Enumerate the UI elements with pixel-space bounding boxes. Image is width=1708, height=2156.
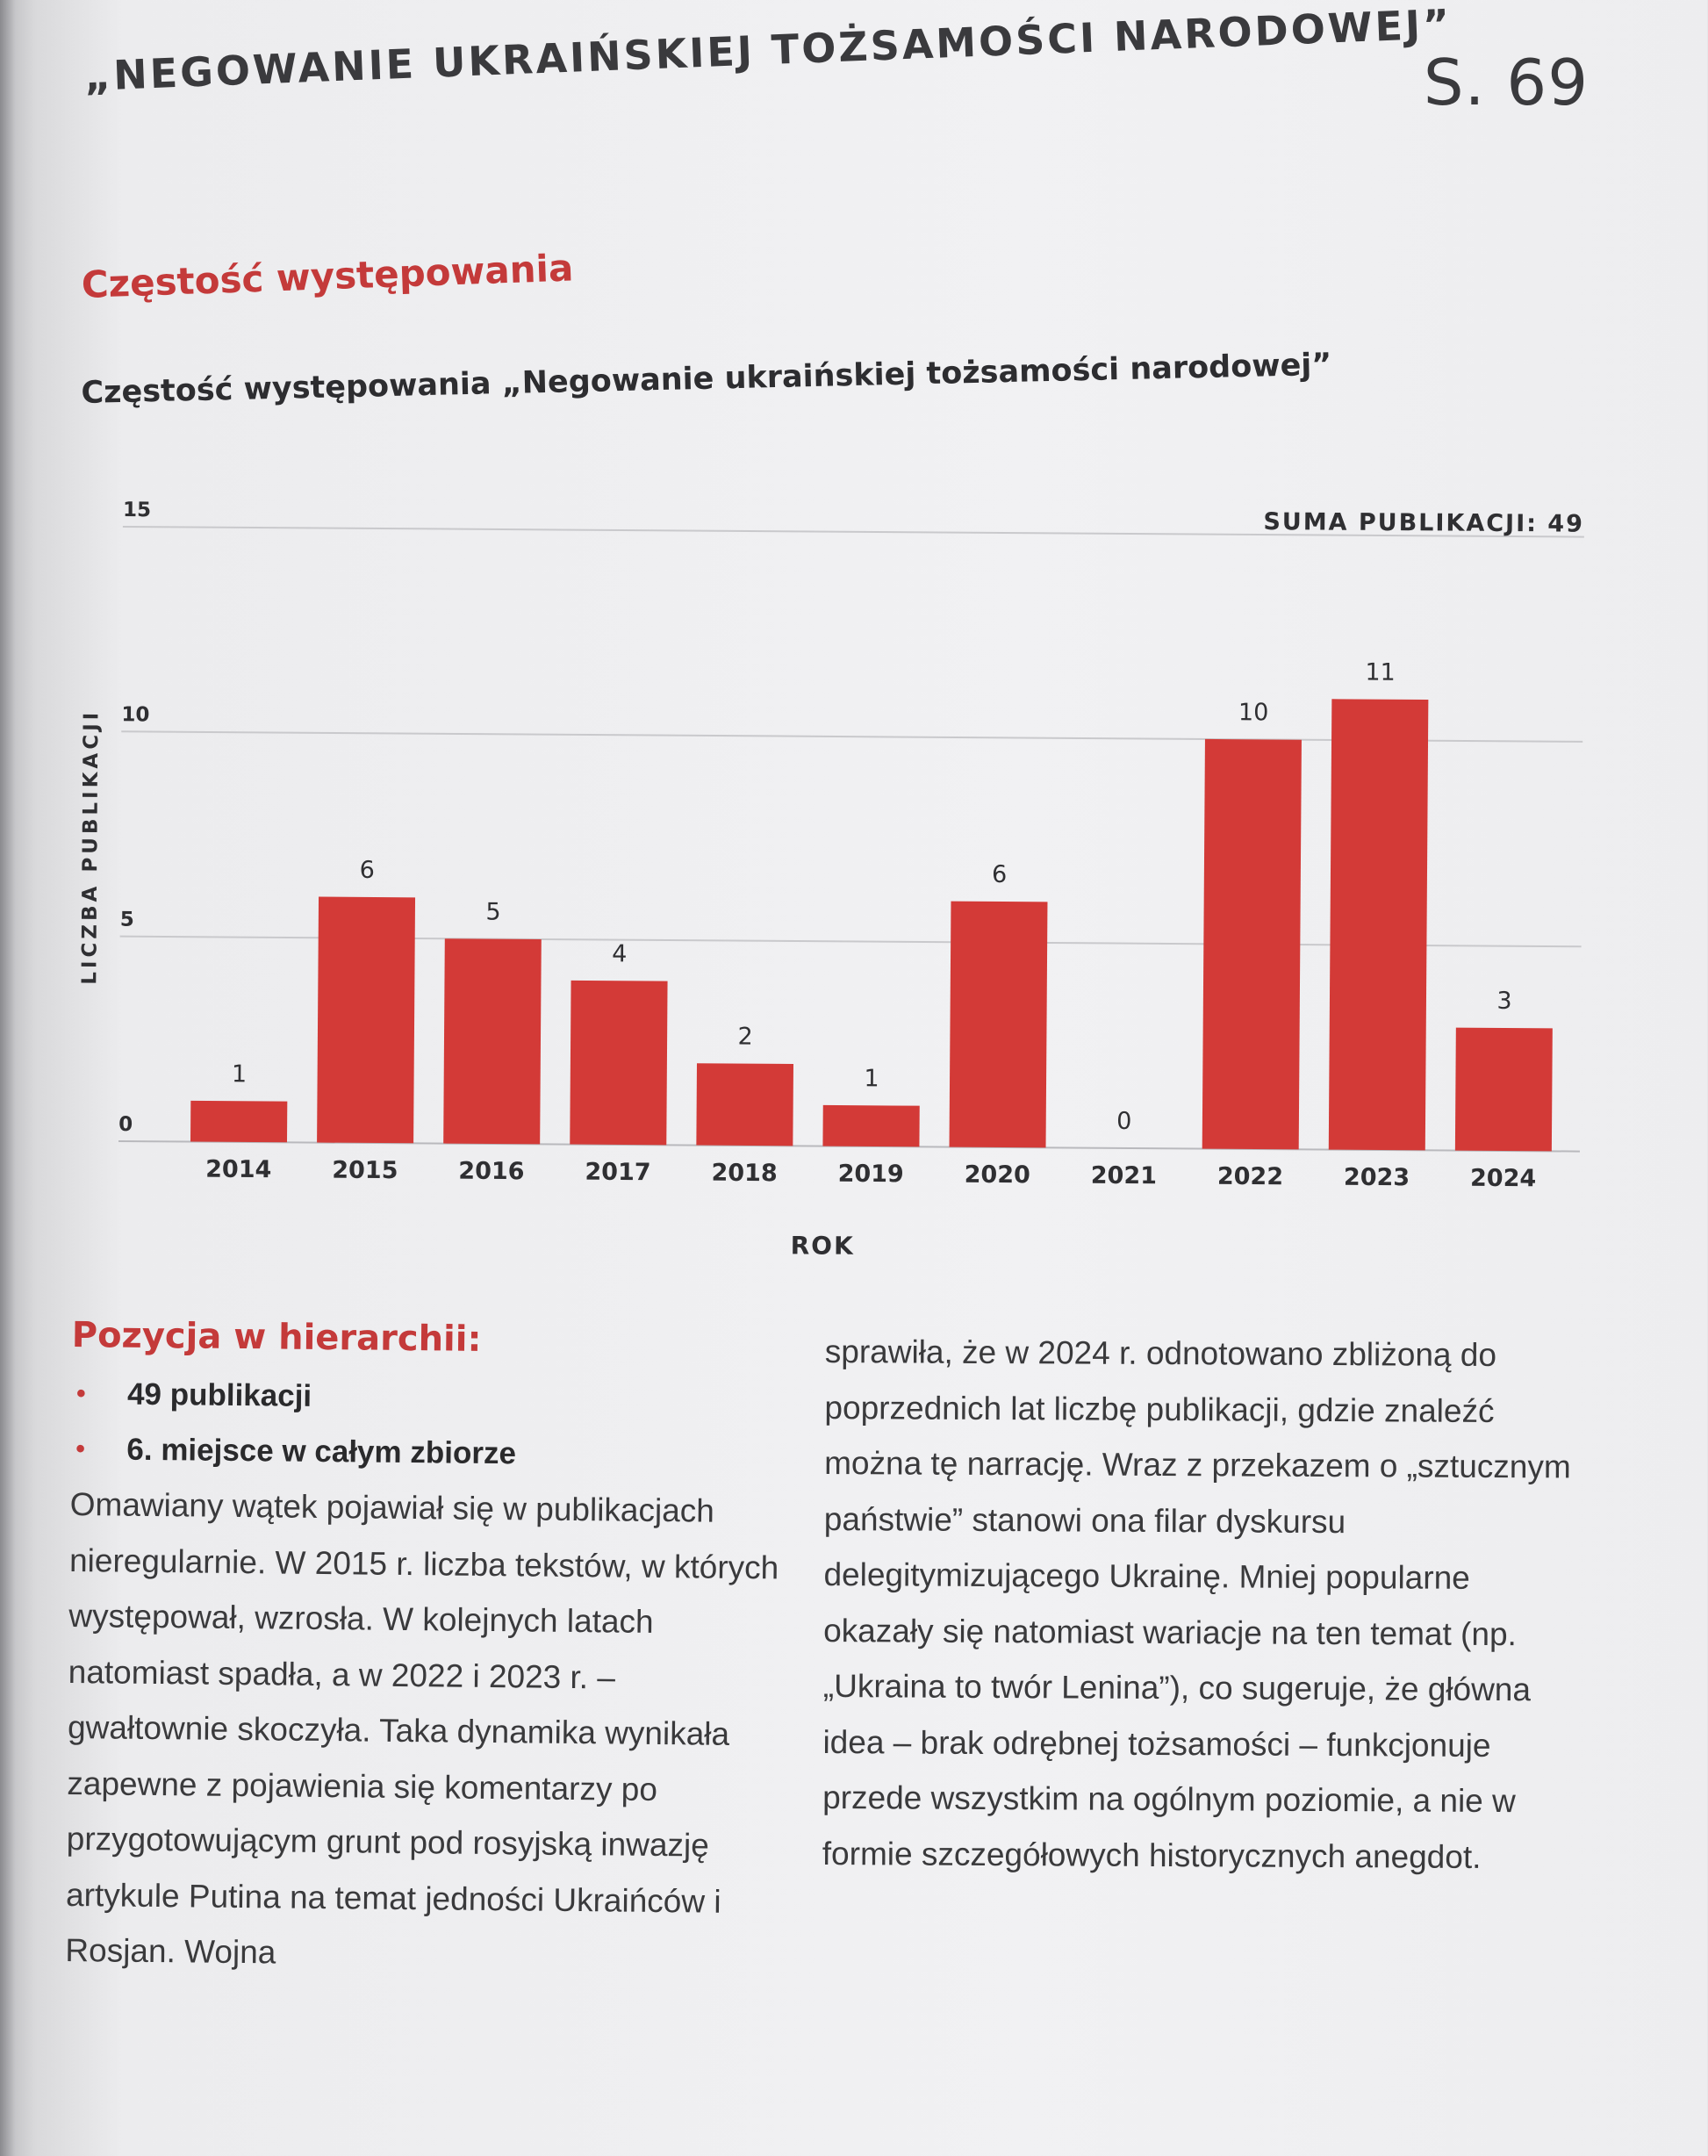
hierarchy-list	[70, 1366, 782, 1484]
chart-title: Częstość występowania „Negowanie ukraińskiej tożsamości narodowej”	[81, 347, 1332, 411]
bar	[443, 938, 542, 1144]
hierarchy-heading: Pozycja w hierarchii:	[71, 1315, 482, 1360]
data-labels	[232, 651, 1515, 1138]
x-tick-label: 2018	[711, 1159, 778, 1188]
bar	[1455, 1028, 1553, 1152]
x-tick-label: 2023	[1343, 1163, 1410, 1192]
x-tick-label: 2014	[205, 1155, 272, 1184]
list-item	[70, 1421, 782, 1484]
bullet-icon: •	[75, 1379, 86, 1409]
bar	[317, 897, 415, 1144]
bar	[696, 1063, 793, 1146]
data-label: 1	[231, 1060, 248, 1089]
total-annotation: SUMA PUBLIKACJI: 49	[1263, 508, 1585, 538]
bar	[1329, 699, 1429, 1150]
x-tick-label: 2022	[1216, 1162, 1284, 1191]
y-axis-label: LICZBA PUBLIKACJI	[78, 708, 104, 985]
data-label: 2	[737, 1023, 753, 1051]
y-tick-labels	[118, 499, 151, 1136]
x-tick-label: 2020	[964, 1161, 1030, 1189]
y-tick-label: 0	[118, 1112, 133, 1137]
body-paragraph-right: sprawiła, że w 2024 r. odnotowano zbliżoną do poprzednich lat liczbę publikacji, gdzie znaleźć można tę narrację. Wraz z przekazem o „sztucznym państwie” stanowi ona filar dyskursu delegitymizującego Ukrainę. Mniej popularne okazały się natomiast wariacje na ten temat (np. „Ukraina to twór Lenina”), co sugeruje, że główna idea – brak odrębnej tożsamości – funkcjonuje przede wszystkim na ogólnym poziomie, a nie w formie szczegółowych historycznych anegdot.	[822, 1333, 1571, 1875]
x-tick-label: 2021	[1090, 1161, 1158, 1190]
x-axis-label: ROK	[790, 1231, 855, 1261]
y-tick-label: 5	[119, 908, 134, 931]
bar	[190, 1101, 287, 1142]
list-item-text: 49 publikacji	[126, 1376, 312, 1413]
data-label: 6	[359, 856, 375, 884]
data-label: 11	[1365, 658, 1396, 686]
y-tick-label: 10	[121, 703, 150, 727]
data-label: 3	[1496, 987, 1512, 1016]
body-paragraph-left: Omawiany wątek pojawiał się w publikacjach nieregularnie. W 2015 r. liczba tekstów, w których występował, wzrosła. W kolejnych latach natomiast spadła, a w 2022 i 2023 r. – gwałtownie skoczyła. Taka dynamika wynikała zapewne z pojawienia się komentarzy po przygotowującym grunt pod rosyjską inwazję artykule Putina na temat jedności Ukraińców i Rosjan. Wojna	[65, 1485, 779, 1971]
data-label: 10	[1238, 699, 1269, 727]
x-tick-label: 2017	[585, 1158, 651, 1187]
y-tick-label: 15	[122, 498, 152, 522]
x-tick-label: 2019	[837, 1160, 904, 1189]
list-item-text: 6. miejsce w całym zbiorze	[126, 1432, 517, 1471]
list-item	[71, 1366, 783, 1428]
x-tick-label: 2024	[1469, 1164, 1537, 1193]
x-tick-labels	[205, 1156, 1536, 1193]
page-number: S. 69	[1423, 46, 1589, 119]
x-tick-label: 2015	[332, 1156, 398, 1185]
running-header: „NEGOWANIE UKRAIŃSKIEJ TOŻSAMOŚCI NARODOWEJ”	[83, 0, 1453, 100]
data-label: 4	[612, 940, 628, 968]
data-label: 5	[485, 898, 501, 926]
section-heading: Częstość występowania	[81, 246, 575, 306]
bar	[950, 902, 1048, 1148]
left-column	[65, 1315, 783, 1986]
right-column	[822, 1324, 1580, 1885]
data-label: 1	[864, 1065, 879, 1093]
data-label: 6	[991, 860, 1008, 889]
bar	[1202, 739, 1302, 1149]
x-tick-label: 2016	[458, 1157, 525, 1186]
bar	[822, 1105, 919, 1146]
bullet-icon: •	[75, 1434, 86, 1464]
data-label: 0	[1116, 1107, 1132, 1136]
bar	[570, 981, 667, 1145]
